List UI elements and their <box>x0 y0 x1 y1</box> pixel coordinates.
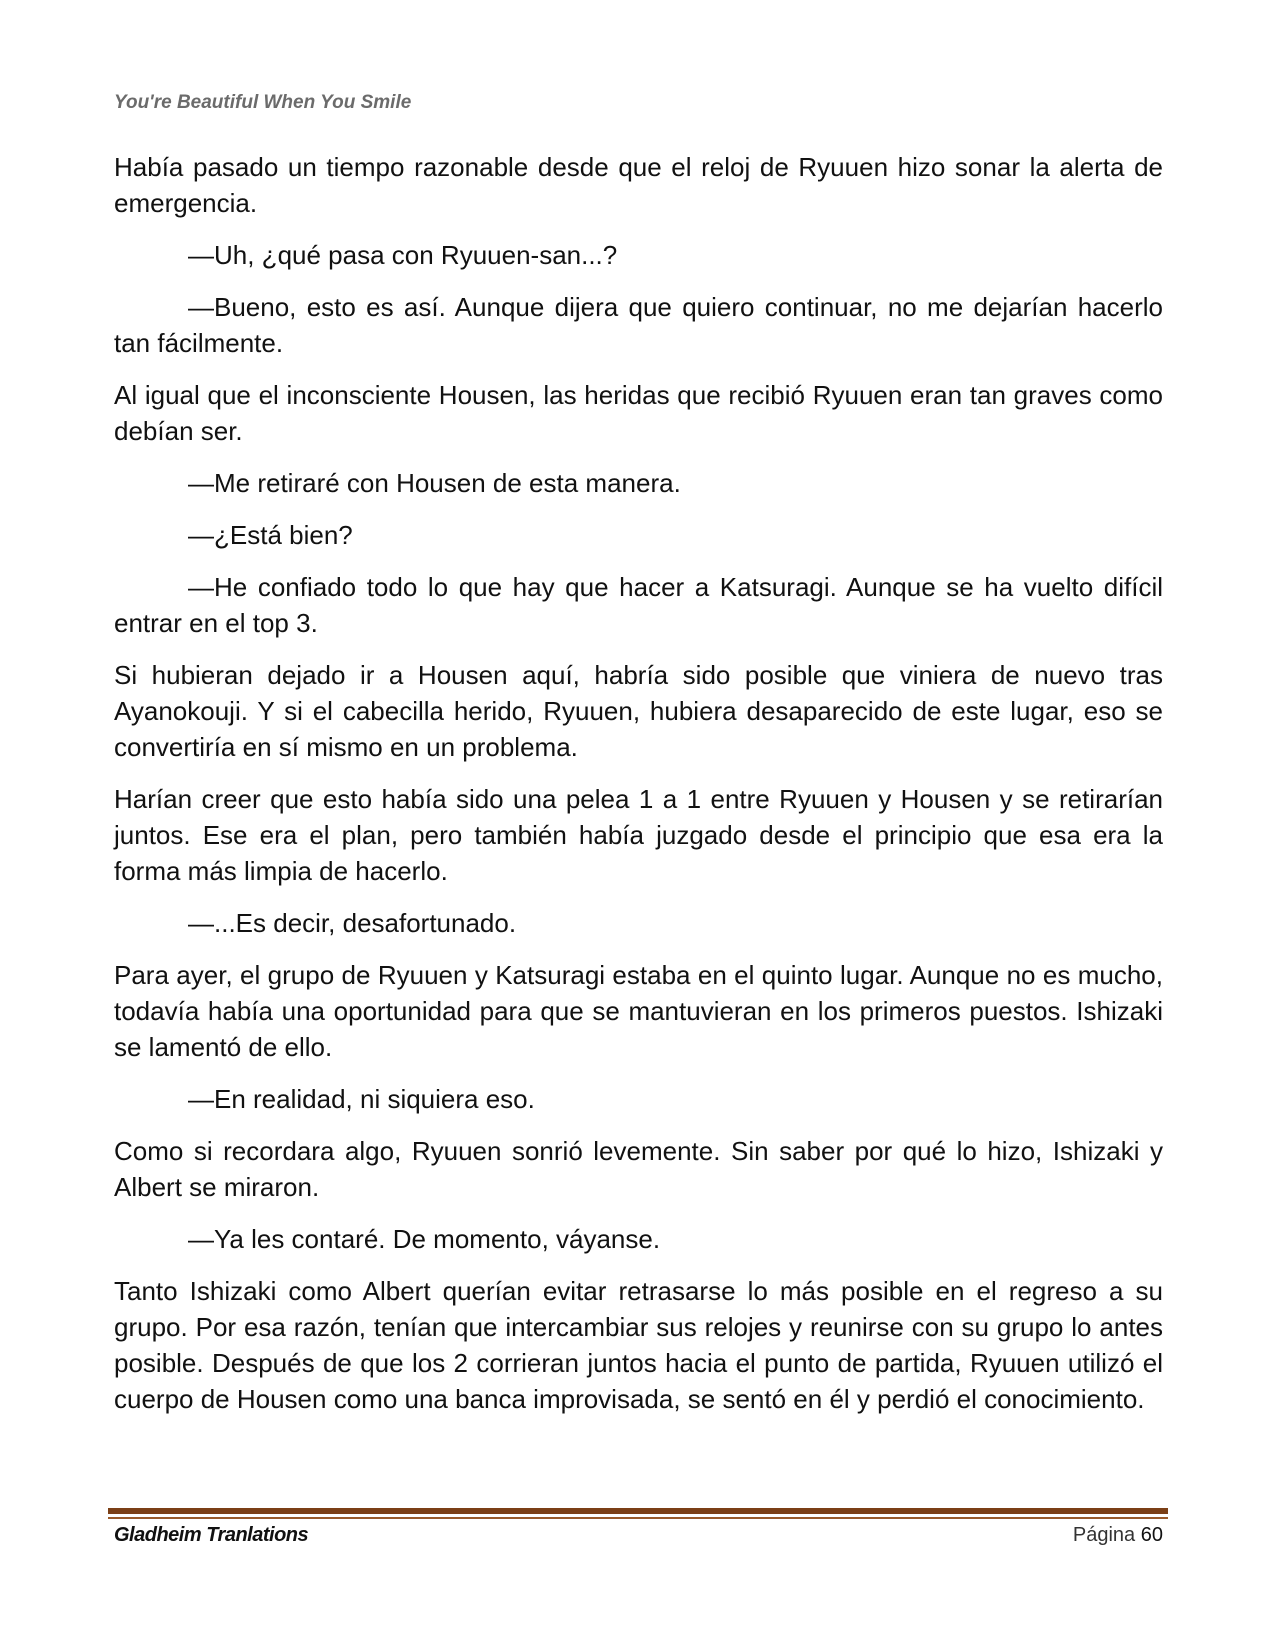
dialogue-paragraph: —He confiado todo lo que hay que hacer a Katsuragi. Aunque se ha vuelto difícil entrar en el top 3. <box>114 572 1163 638</box>
dialogue-paragraph: —En realidad, ni siquiera eso. <box>188 1084 535 1114</box>
dialogue-paragraph: —...Es decir, desafortunado. <box>188 908 517 938</box>
dialogue-paragraph: —Ya les contaré. De momento, váyanse. <box>188 1224 661 1254</box>
paragraph: Si hubieran dejado ir a Housen aquí, habría sido posible que viniera de nuevo tras Ayanokouji. Y si el cabecilla herido, Ryuuen, hubiera desaparecido de este lugar, eso se convertiría en sí mismo en un problema. <box>114 660 1163 762</box>
dialogue-paragraph: —Me retiraré con Housen de esta manera. <box>188 468 681 498</box>
dialogue-paragraph: —Bueno, esto es así. Aunque dijera que quiero continuar, no me dejarían hacerlo tan fácilmente. <box>114 292 1163 358</box>
page-label: Página <box>1072 1524 1136 1546</box>
paragraph: Al igual que el inconsciente Housen, las heridas que recibió Ryuuen eran tan graves como debían ser. <box>114 380 1163 446</box>
footer-rule <box>108 1508 1168 1514</box>
page-number-value: 60 <box>1140 1524 1163 1546</box>
paragraph: Para ayer, el grupo de Ryuuen y Katsuragi estaba en el quinto lugar. Aunque no es mucho, todavía había una oportunidad para que se mantuvieran en los primeros puestos. Ishizaki se lamentó de ello. <box>114 960 1163 1062</box>
paragraph: Como si recordara algo, Ryuuen sonrió levemente. Sin saber por qué lo hizo, Ishizaki y Albert se miraron. <box>114 1136 1163 1202</box>
page-body <box>114 149 1163 1433</box>
paragraph: Harían creer que esto había sido una pelea 1 a 1 entre Ryuuen y Housen y se retirarían juntos. Ese era el plan, pero también había juzgado desde el principio que esa era la forma más limpia de hacerlo. <box>114 784 1163 886</box>
paragraph: Tanto Ishizaki como Albert querían evitar retrasarse lo más posible en el regreso a su grupo. Por esa razón, tenían que intercambiar sus relojes y reunirse con su grupo lo antes posible. Después de que los 2 corrieran juntos hacia el punto de partida, Ryuuen utilizó el cuerpo de Housen como una banca improvisada, se sentó en él y perdió el conocimiento. <box>114 1276 1163 1414</box>
paragraph: Había pasado un tiempo razonable desde que el reloj de Ryuuen hizo sonar la alerta de emergencia. <box>114 152 1163 218</box>
running-header: You're Beautiful When You Smile <box>114 92 412 113</box>
page-number <box>1073 1524 1163 1547</box>
dialogue-paragraph: —Uh, ¿qué pasa con Ryuuen-san...? <box>188 240 618 270</box>
footer-publisher: Gladheim Tranlations <box>114 1524 309 1546</box>
footer-rule-thin <box>108 1517 1168 1519</box>
dialogue-paragraph: —¿Está bien? <box>188 520 353 550</box>
